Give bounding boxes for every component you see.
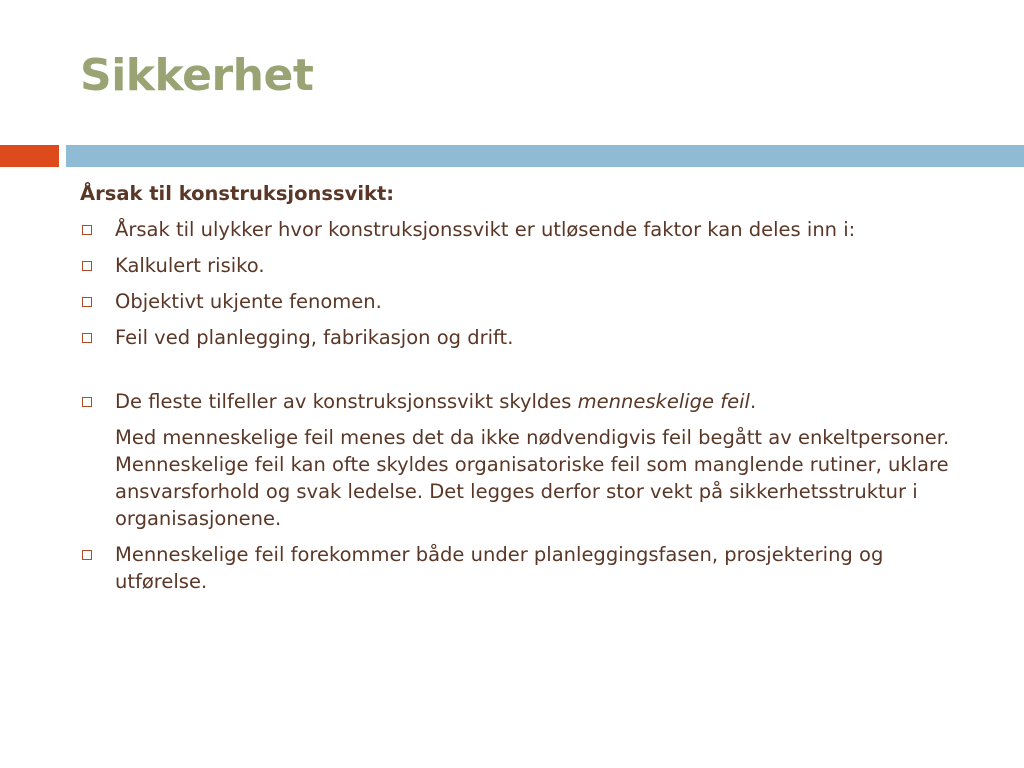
- bullet-text: Menneskelige feil forekommer både under planleggingsfasen, prosjektering og utførelse.: [115, 543, 884, 593]
- bullet-item-calculated-risk: [80, 252, 980, 279]
- hollow-square-icon: [82, 297, 92, 307]
- spacer: [80, 360, 980, 388]
- hollow-square-icon: [82, 261, 92, 271]
- hollow-square-icon: [82, 550, 92, 560]
- slide-body: [80, 180, 980, 604]
- bullet-text: Objektivt ukjente fenomen.: [115, 290, 382, 313]
- bullet-text-emphasis: menneskelige feil: [577, 390, 750, 413]
- hollow-square-icon: [82, 397, 92, 407]
- hollow-square-icon: [82, 333, 92, 343]
- slide-title: Sikkerhet: [80, 50, 314, 101]
- bullet-item-phases: [80, 541, 980, 595]
- bullet-item-unknown-phenomena: [80, 288, 980, 315]
- bullet-item-causes: [80, 216, 980, 243]
- bullet-text-suffix: .: [749, 390, 757, 413]
- bullet-text-prefix: De fleste tilfeller av konstruksjonssvikt skyldes: [115, 390, 578, 413]
- bullet-text: Kalkulert risiko.: [115, 254, 265, 277]
- header-divider-bar: [66, 145, 1024, 167]
- hollow-square-icon: [82, 225, 92, 235]
- bullet-text: Feil ved planlegging, fabrikasjon og drift.: [115, 326, 514, 349]
- accent-bar: [0, 145, 59, 167]
- bullet-item-errors: [80, 324, 980, 351]
- bullet-item-human-error: [80, 388, 980, 415]
- section-heading: Årsak til konstruksjonssvikt:: [80, 182, 395, 205]
- explanation-paragraph: Med menneskelige feil menes det da ikke nødvendigvis feil begått av enkeltpersoner. Menneskelige feil kan ofte skyldes organisatoriske feil som manglende rutiner, uklare ansvarsforhold og svak ledelse. Det legges derfor stor vekt på sikkerhetsstruktur i organisasjonene.: [115, 426, 950, 530]
- bullet-text: Årsak til ulykker hvor konstruksjonssvikt er utløsende faktor kan deles inn i:: [115, 218, 856, 241]
